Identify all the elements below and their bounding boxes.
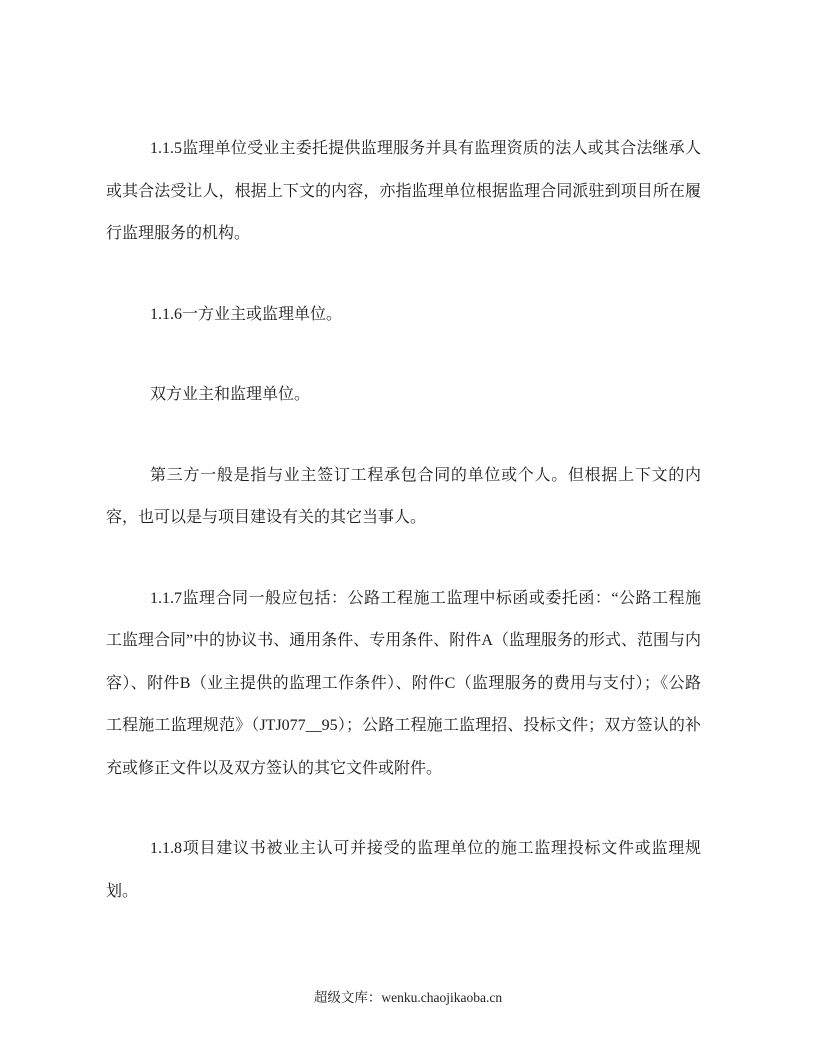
paragraph-1-1-7: 1.1.7监理合同一般应包括：公路工程施工监理中标函或委托函：“公路工程施工监理合同”中的协议书、通用条件、专用条件、附件A（监理服务的形式、范围与内容）、附件B（业主提供的监理工作条件）、附件C（监理服务的费用与支付）；《公路工程施工监理规范》（JTJ077__95）；公路工程施工监理招、投标文件；双方签认的补充或修正文件以及双方签认的其它文件或附件。 <box>106 589 701 777</box>
paragraph-1-1-6: 1.1.6一方业主或监理单位。 <box>150 305 343 323</box>
paragraph-both-parties: 双方业主和监理单位。 <box>150 386 311 403</box>
footer-watermark: 超级文库：wenku.chaojikaoba.cn <box>313 990 503 1005</box>
paragraph-1-1-5: 1.1.5监理单位受业主委托提供监理服务并具有监理资质的法人或其合法继承人或其合法受让人，根据上下文的内容，亦指监理单位根据监理合同派驻到项目所在履行监理服务的机构。 <box>106 140 701 242</box>
paragraph-1-1-8: 1.1.8项目建议书被业主认可并接受的监理单位的施工监理投标文件或监理规划。 <box>106 840 701 900</box>
paragraph-third-party: 第三方一般是指与业主签订工程承包合同的单位或个人。但根据上下文的内容，也可以是与项目建设有关的其它当事人。 <box>106 466 701 526</box>
document-body <box>106 128 701 913</box>
